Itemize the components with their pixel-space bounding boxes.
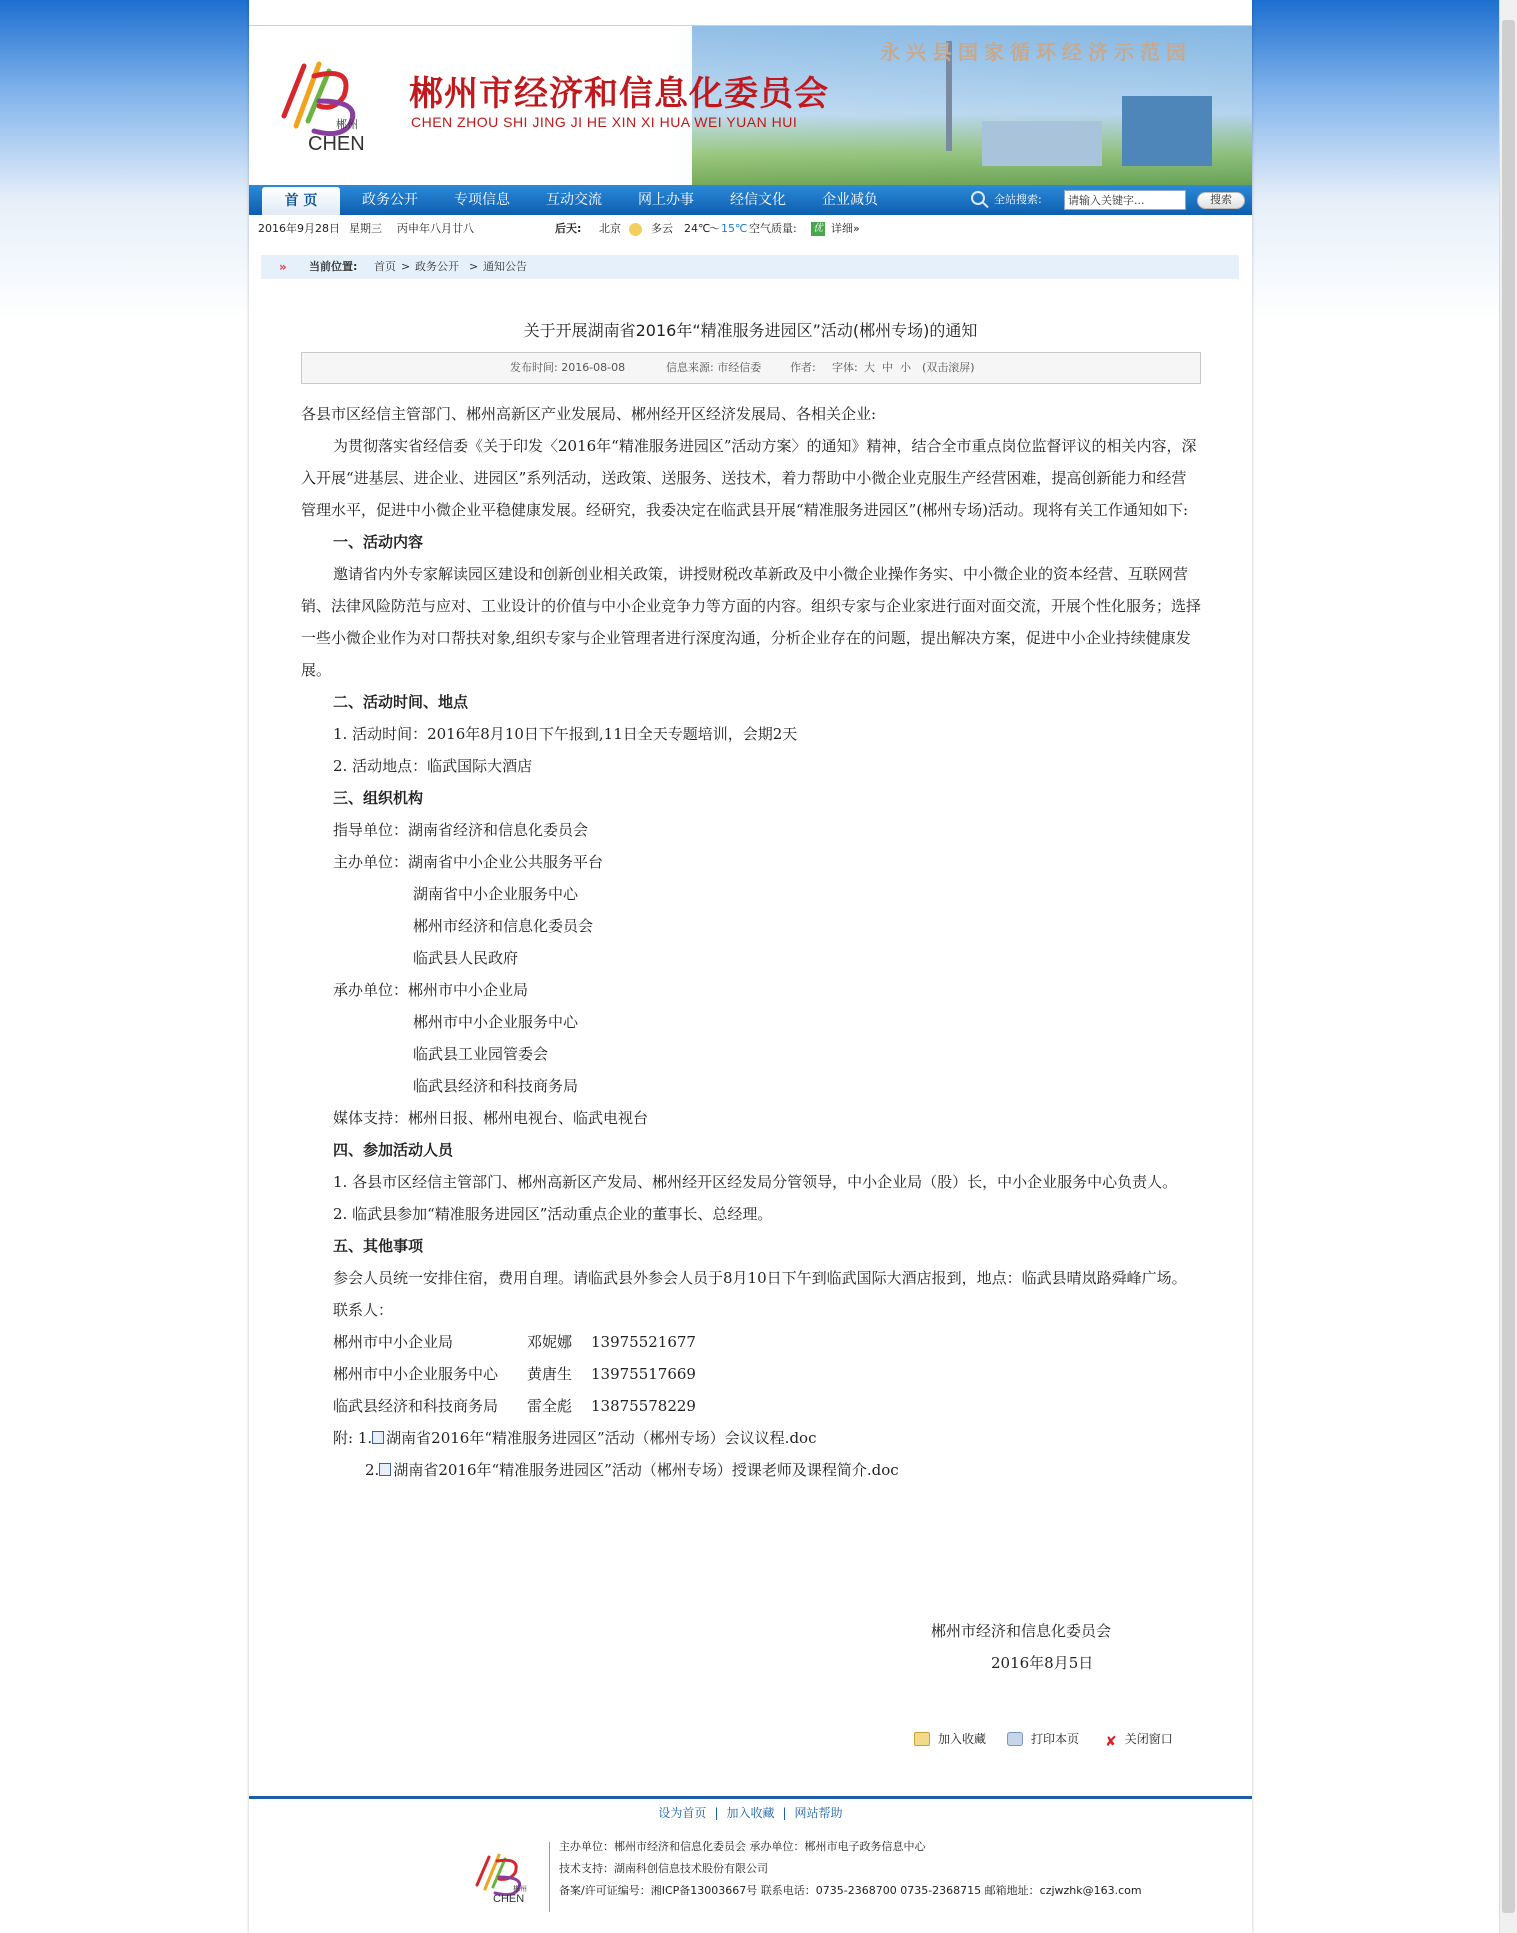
section-5-title: 五、其他事项 xyxy=(333,1237,424,1255)
contact-phone: 13975521677 xyxy=(591,1333,696,1351)
host-unit-item: 郴州市经济和信息化委员会 xyxy=(413,917,594,935)
footer-link-sep: | xyxy=(782,1806,787,1820)
temp-low: 15℃ xyxy=(721,222,748,235)
footer-links xyxy=(249,1804,1252,1822)
banner-building-small xyxy=(982,121,1102,166)
search-icon xyxy=(971,191,985,205)
activity-place: 2. 活动地点：临武国际大酒店 xyxy=(333,757,533,775)
weather-desc: 多云 xyxy=(651,222,673,235)
banner-slogan: 永兴县国家循环经济示范园 xyxy=(880,40,1192,64)
contact-row xyxy=(301,1326,1201,1358)
article-title: 关于开展湖南省2016年“精准服务进园区”活动(郴州专场)的通知 xyxy=(523,321,978,340)
current-date: 2016年9月28日 xyxy=(258,222,340,235)
contact-org: 郴州市中小企业服务中心 xyxy=(333,1365,499,1383)
nav-special-info[interactable]: 专项信息 xyxy=(454,192,510,208)
attachment-number: 1. xyxy=(357,1429,373,1447)
page-container xyxy=(249,0,1252,1933)
host-unit: 主办单位：湖南省中小企业公共服务平台 xyxy=(333,853,604,871)
nav-culture[interactable]: 经信文化 xyxy=(730,192,786,208)
footer-info xyxy=(559,1836,1142,1902)
site-help-link[interactable]: 网站帮助 xyxy=(794,1806,843,1820)
organizer-unit-item: 临武县工业园管委会 xyxy=(413,1045,549,1063)
contact-org: 郴州市中小企业局 xyxy=(333,1333,454,1351)
organizer-unit-item: 郴州市中小企业服务中心 xyxy=(413,1013,579,1031)
signature: 郴州市经济和信息化委员会 xyxy=(931,1622,1112,1640)
host-unit-item: 湖南省中小企业服务中心 xyxy=(413,885,579,903)
contact-phone: 13975517669 xyxy=(591,1365,696,1383)
footer-license: 备案/许可证编号：湘ICP备13003667号 联系电话：0735-2368700 0735-2368715 邮箱地址：czjwzhk@163.com xyxy=(559,1884,1142,1897)
organizer-unit-item: 临武县经济和科技商务局 xyxy=(413,1077,579,1095)
weather-city: 北京 xyxy=(599,222,621,235)
header-banner xyxy=(249,25,1252,186)
logo-text-en: CHEN xyxy=(308,133,365,155)
attachment-link[interactable]: 湖南省2016年“精准服务进园区”活动（郴州专场）会议议程.doc xyxy=(386,1429,817,1447)
nav-public-affairs[interactable]: 政务公开 xyxy=(362,192,418,208)
close-window-label: 关闭窗口 xyxy=(1124,1732,1173,1746)
print-button[interactable] xyxy=(1007,1730,1079,1748)
participants-1: 1. 各县市区经信主管部门、郴州高新区产发局、郴州经开区经发局分管领导，中小企业局（股）长，中小企业服务中心负责人。 xyxy=(333,1173,1178,1191)
breadcrumb-arrow-icon: » xyxy=(279,260,287,274)
breadcrumb-notice[interactable]: 通知公告 xyxy=(483,260,527,273)
nav-home[interactable]: 首 页 xyxy=(262,187,340,215)
footer-link-sep: | xyxy=(714,1806,719,1820)
footer-sponsor: 主办单位：郴州市经济和信息化委员会 承办单位：郴州市电子政务信息中心 xyxy=(559,1840,926,1853)
section-4-title: 四、参加活动人员 xyxy=(333,1141,454,1159)
temp-high: 24℃ xyxy=(684,222,711,235)
contact-org: 临武县经济和科技商务局 xyxy=(333,1397,499,1415)
breadcrumb-public-affairs[interactable]: 政务公开 xyxy=(415,260,459,273)
close-icon: ✘ xyxy=(1105,1734,1117,1750)
weekday: 星期三 xyxy=(349,222,382,235)
host-unit-item: 临武县人民政府 xyxy=(413,949,519,967)
nav-online-service[interactable]: 网上办事 xyxy=(638,192,694,208)
nav-interaction[interactable]: 互动交流 xyxy=(546,192,602,208)
contact-name: 邓妮娜 xyxy=(527,1333,573,1351)
breadcrumb xyxy=(261,255,1239,279)
salutation: 各县市区经信主管部门、郴州高新区产业发展局、郴州经开区经济发展局、各相关企业: xyxy=(301,405,877,423)
site-logo[interactable] xyxy=(274,46,384,156)
contact-row xyxy=(301,1358,1201,1390)
weather-day-label: 后天: xyxy=(555,222,582,235)
guide-unit: 指导单位：湖南省经济和信息化委员会 xyxy=(333,821,589,839)
section-2-title: 二、活动时间、地点 xyxy=(333,693,469,711)
air-quality-value xyxy=(811,215,825,243)
search-input[interactable] xyxy=(1064,190,1186,210)
attachment-label: 附: xyxy=(333,1429,354,1447)
search-label: 全站搜索: xyxy=(994,193,1042,206)
air-quality-badge: 优 xyxy=(813,223,823,234)
air-quality-label: 空气质量: xyxy=(749,222,797,235)
temp-sep: ～ xyxy=(709,222,720,235)
font-small-button[interactable]: 小 xyxy=(900,361,911,374)
publish-time: 发布时间: 2016-08-08 xyxy=(510,361,626,374)
footer-tech-support: 技术支持：湖南科创信息技术股份有限公司 xyxy=(559,1862,768,1875)
signature-date: 2016年8月5日 xyxy=(991,1654,1094,1672)
scrollbar-thumb[interactable] xyxy=(1502,20,1515,1913)
contact-name: 雷全彪 xyxy=(527,1397,573,1415)
section-1-text: 邀请省内外专家解读园区建设和创新创业相关政策，讲授财税改革新政及中小微企业操作务实、中小微企业的资本经营、互联网营销、法律风险防范与应对、工业设计的价值与中小企业竞争力等方面的内容。组织专家与企业家进行面对面交流，开展个性化服务；选择一些小微企业作为对口帮扶对象,组织专家与企业管理者进行深度沟通，分析企业存在的问题，提出解决方案，促进中小企业持续健康发展。 xyxy=(301,565,1202,679)
section-1-title: 一、活动内容 xyxy=(333,533,424,551)
weather-icon xyxy=(629,215,642,243)
article-meta xyxy=(301,352,1201,384)
attachment-number: 2. xyxy=(365,1461,380,1479)
activity-time: 1. 活动时间：2016年8月10日下午报到,11日全天专题培训，会期2天 xyxy=(333,725,798,743)
word-doc-icon xyxy=(379,1463,391,1476)
footer-divider xyxy=(249,1796,1252,1799)
info-source: 信息来源: 市经信委 xyxy=(666,361,762,374)
media-support: 媒体支持：郴州日报、郴州电视台、临武电视台 xyxy=(333,1109,649,1127)
participants-2: 2. 临武县参加“精准服务进园区”活动重点企业的董事长、总经理。 xyxy=(333,1205,773,1223)
add-favorite-label: 加入收藏 xyxy=(938,1732,987,1746)
font-large-button[interactable]: 大 xyxy=(864,361,875,374)
author: 作者: xyxy=(790,361,816,374)
window-scrollbar[interactable] xyxy=(1499,0,1517,1933)
section-3-title: 三、组织机构 xyxy=(333,789,424,807)
footer-logo-text-cn: 郴州 xyxy=(513,1885,527,1893)
organizer-unit: 承办单位：郴州市中小企业局 xyxy=(333,981,529,999)
site-subtitle: CHEN ZHOU SHI JING JI HE XIN XI HUA WEI YUAN HUI xyxy=(411,114,798,130)
section-5-text: 参会人员统一安排住宿，费用自理。请临武县外参会人员于8月10日下午到临武国际大酒店报到，地点：临武县晴岚路舜峰广场。 xyxy=(333,1269,1187,1287)
attachment-link[interactable]: 湖南省2016年“精准服务进园区”活动（郴州专场）授课老师及课程简介.doc xyxy=(393,1461,899,1479)
print-label: 打印本页 xyxy=(1031,1732,1080,1746)
intro-paragraph: 为贯彻落实省经信委《关于印发〈2016年“精准服务进园区”活动方案〉的通知》精神，结合全市重点岗位监督评议的相关内容，深入开展“进基层、进企业、进园区”系列活动，送政策、送服务、送技术，着力帮助中小微企业克服生产经营困难，提高创新能力和经营管理水平，促进中小微企业平稳健康发展。经研究，我委决定在临武县开展“精准服务进园区”(郴州专场)活动。现将有关工作通知如下: xyxy=(301,437,1197,519)
lunar-date: 丙申年八月廿八 xyxy=(397,222,474,235)
contacts-label: 联系人： xyxy=(333,1301,394,1319)
contact-row xyxy=(301,1390,1201,1422)
footer-vertical-divider xyxy=(549,1842,550,1912)
breadcrumb-label: 当前位置: xyxy=(309,260,358,273)
site-title: 郴州市经济和信息化委员会 xyxy=(409,74,829,114)
word-doc-icon xyxy=(372,1431,384,1444)
info-bar xyxy=(249,215,1252,243)
attachment-row xyxy=(301,1454,1201,1486)
banner-building xyxy=(1122,96,1212,166)
scroll-hint: (双击滚屏) xyxy=(922,361,975,374)
weather-detail-link[interactable]: 详细» xyxy=(831,222,860,235)
article-body xyxy=(301,398,1201,1486)
favorite-icon xyxy=(914,1732,930,1746)
close-window-button[interactable] xyxy=(1105,1730,1173,1748)
contact-name: 黄唐生 xyxy=(527,1365,573,1383)
sun-icon xyxy=(629,223,642,236)
search-button[interactable]: 搜索 xyxy=(1197,192,1245,209)
font-size-label: 字体: xyxy=(832,361,858,374)
contact-phone: 13875578229 xyxy=(591,1397,696,1415)
add-favorite-link[interactable]: 加入收藏 xyxy=(726,1806,775,1820)
footer-logo xyxy=(471,1845,541,1903)
attachment-row xyxy=(301,1422,1201,1454)
nav-burden-reduction[interactable]: 企业减负 xyxy=(822,192,878,208)
breadcrumb-sep: > xyxy=(469,260,479,273)
logo-text-cn: 郴州 xyxy=(336,118,358,131)
print-icon xyxy=(1007,1732,1023,1746)
main-nav xyxy=(249,185,1252,215)
breadcrumb-home[interactable]: 首页 xyxy=(374,260,396,273)
set-homepage-link[interactable]: 设为首页 xyxy=(658,1806,707,1820)
font-medium-button[interactable]: 中 xyxy=(882,361,893,374)
breadcrumb-sep: > xyxy=(401,260,411,273)
add-favorite-button[interactable] xyxy=(914,1730,986,1748)
footer-logo-text-en: CHEN xyxy=(493,1893,525,1903)
